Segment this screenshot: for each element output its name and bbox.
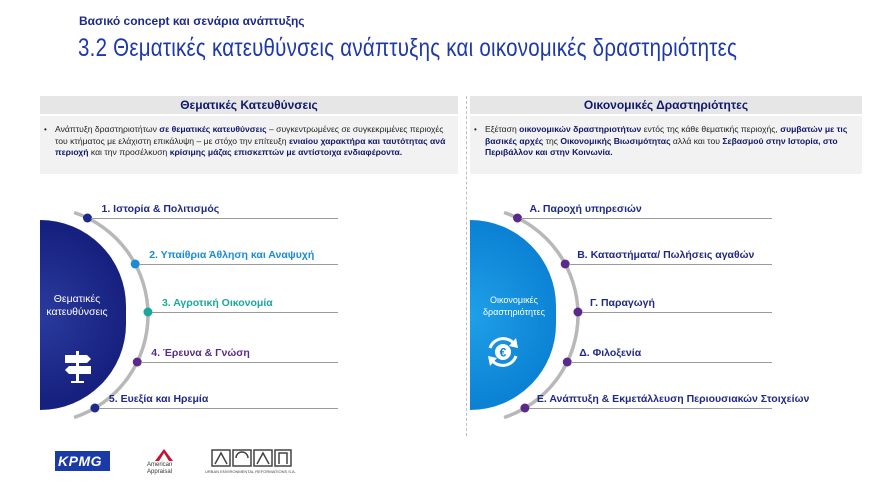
- urban-mark-icon: [211, 449, 293, 467]
- text-run: εντός της κάθε θεματικής περιοχής,: [641, 124, 781, 134]
- kpmg-logo: [55, 451, 110, 471]
- item-underline: [141, 362, 338, 363]
- list-item-label: Β. Καταστήματα/ Πωλήσεις αγαθών: [577, 249, 755, 261]
- urban-logo: [205, 449, 305, 477]
- list-item-label: Γ. Παραγωγή: [589, 297, 655, 309]
- list-item-label: Α. Παροχή υπηρεσιών: [529, 203, 642, 215]
- text-run: Εξέταση: [485, 124, 520, 134]
- text-run: συμβατών με τις βασικές αρχές: [485, 124, 848, 146]
- text-run: – συγκεντρωμένες σε συγκεκριμένες περιοχές του κτήματος με ελάχιστη επικάλυψη – με στόχο την επίτευξη: [55, 124, 444, 146]
- list-item-label: Δ. Φιλοξενία: [579, 347, 642, 359]
- connector-arc: [504, 213, 578, 418]
- text-run: Ανάπτυξη δραστηριοτήτων: [55, 124, 160, 134]
- item-underline: [91, 218, 338, 219]
- left-panel-text: [55, 124, 450, 159]
- list-item-label: 2. Υπαίθρια Άθληση και Αναψυχή: [149, 249, 315, 261]
- bullet: •: [474, 125, 477, 134]
- text-run: της: [543, 135, 561, 146]
- text-run: οικονομικών δραστηριοτήτων: [519, 124, 642, 134]
- list-item-label: 3. Αγροτική Οικονομία: [161, 297, 273, 309]
- item-underline: [99, 408, 338, 409]
- item-underline: [139, 264, 338, 265]
- economic-disc-label: Οικονομικές δραστηριότητες: [483, 295, 545, 317]
- item-underline: [569, 264, 772, 265]
- list-item-label: Ε. Ανάπτυξη & Εκμετάλλευση Περιουσιακών Στοιχείων: [536, 393, 810, 405]
- american-appraisal-mark-icon: [155, 449, 173, 461]
- text-run: Οικονομικής Βιωσιμότητας: [560, 135, 671, 146]
- left-panel-heading: Θεματικές Κατευθύνσεις: [40, 96, 458, 114]
- list-item-label: 4. Έρευνα & Γνώση: [151, 347, 250, 359]
- american-appraisal-logo: [147, 449, 183, 477]
- text-run: Σεβασμού στην Ιστορία, στο Περιβάλλον και στην Κοινωνία.: [485, 135, 838, 158]
- american-appraisal-text-1: American: [147, 462, 173, 468]
- list-item-label: 1. Ιστορία & Πολιτισμός: [101, 203, 220, 215]
- thematic-disc-label: Θεματικές κατευθύνσεις: [46, 293, 108, 318]
- connector-arc: [74, 213, 148, 418]
- left-panel-description: [40, 116, 458, 174]
- american-appraisal-text-2: Appraisal: [147, 469, 173, 475]
- right-panel-text: [485, 124, 854, 159]
- bullet: •: [44, 125, 47, 134]
- text-run: ενιαίου χαρακτήρα και ταυτότητας ανά περιοχή: [55, 135, 446, 158]
- item-underline: [152, 312, 338, 313]
- section-subtitle: Βασικό concept και σενάρια ανάπτυξης: [79, 14, 305, 28]
- text-run: σε θεματικές κατευθύνσεις: [159, 124, 267, 134]
- list-item-label: 5. Ευεξία και Ηρεμία: [108, 393, 209, 405]
- right-panel-description: [470, 116, 862, 174]
- item-underline: [529, 408, 772, 409]
- kpmg-logo-text: KPMG: [58, 453, 102, 469]
- item-underline: [571, 362, 772, 363]
- item-underline: [582, 312, 772, 313]
- item-underline: [521, 218, 772, 219]
- urban-logo-text: URBAN ENVIRONMENTAL REFORMATIONS S.A.: [205, 469, 296, 474]
- right-panel-heading: Οικονομικές Δραστηριότητες: [470, 96, 862, 114]
- partner-logos: [55, 449, 305, 479]
- svg-text:€: €: [499, 345, 507, 360]
- page-title: 3.2 Θεματικές κατευθύνσεις ανάπτυξης και οικονομικές δραστηριότητες: [78, 34, 738, 62]
- text-run: κρίσιμης μάζας επισκεπτών με αντίστοιχα ενδιαφέροντα.: [169, 147, 403, 158]
- panel-divider: [466, 96, 467, 436]
- text-run: και την προσέλκυση: [88, 147, 170, 158]
- text-run: αλλά και του: [670, 135, 723, 146]
